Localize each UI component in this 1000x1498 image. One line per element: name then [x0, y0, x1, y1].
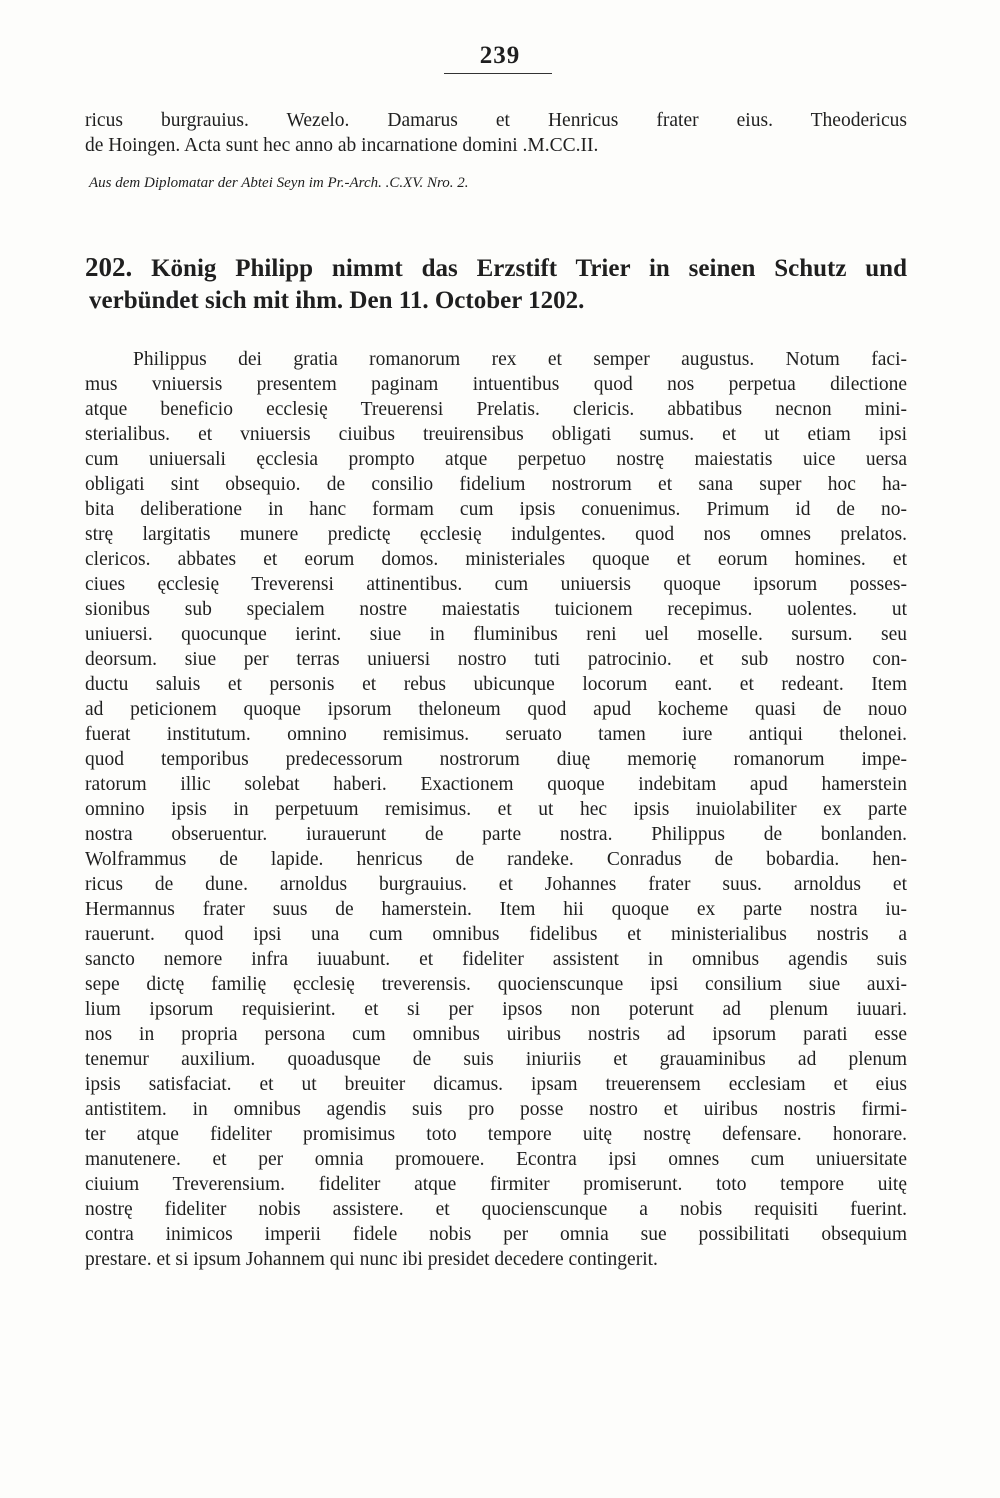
text-line: sionibus sub specialem nostre maiestatis tuicionem recepimus. uolentes. ut [85, 599, 907, 620]
heading-line: verbündet sich mit ihm. Den 11. October 1202. [89, 287, 585, 314]
text-line: atque beneficio ecclesię Treuerensi Prelatis. clericis. abbatibus necnon mini- [85, 399, 907, 420]
text-line: cum uniuersali ęcclesia prompto atque perpetuo nostrę maiestatis uice uersa [85, 449, 907, 470]
text-line: uniuersi. quocunque ierint. siue in fluminibus reni uel moselle. sursum. seu [85, 624, 907, 645]
text-line: ciuium Treverensium. fideliter atque firmiter promiserunt. toto tempore uitę [85, 1174, 907, 1195]
text-line: ricus de dune. arnoldus burgrauius. et Johannes frater suus. arnoldus et [85, 874, 907, 895]
text-line: ciues ęcclesię Treverensi attinentibus. cum uniuersis quoque ipsorum posses- [85, 574, 907, 595]
text-line: nostra obseruentur. iurauerunt de parte nostra. Philippus de bonlanden. [85, 824, 907, 845]
text-line: bita deliberatione in hanc formam cum ipsis conuenimus. Primum id de no- [85, 499, 907, 520]
text-line: obligati sint obsequio. de consilio fidelium nostrorum et sana super hoc ha- [85, 474, 907, 495]
text-line: contra inimicos imperii fidele nobis per omnia sue possibilitati obsequium [85, 1224, 907, 1245]
text-line: tenemur auxilium. quoadusque de suis iniuriis et grauaminibus ad plenum [85, 1049, 907, 1070]
heading-line [85, 250, 907, 284]
text-line: Hermannus frater suus de hamerstein. Item hii quoque ex parte nostra iu- [85, 899, 907, 920]
text-line: nos in propria persona cum omnibus uiribus nostris ad ipsorum parati esse [85, 1024, 907, 1045]
page-number-rule [444, 73, 552, 74]
text-line: de Hoingen. Acta sunt hec anno ab incarnatione domini .M.CC.II. [85, 135, 599, 156]
text-line: quod temporibus predecessorum nostrorum diuę memorię romanorum impe- [85, 749, 907, 770]
document-heading [85, 250, 907, 318]
text-line: rauerunt. quod ipsi una cum omnibus fidelibus et ministerialibus nostris a [85, 924, 907, 945]
charter-text [85, 347, 907, 1272]
text-line: sancto nemore infra iuuabunt. et fideliter assistent in omnibus agendis suis [85, 949, 907, 970]
text-line: sepe dictę familię ęcclesię treverensis. quocienscunque ipsi consilium siue auxi- [85, 974, 907, 995]
text-line: strę largitatis munere predictę ęcclesię indulgentes. quod nos omnes prelatos. [85, 524, 907, 545]
text-line: omnino ipsis in perpetuum remisimus. et ut hec ipsis inuiolabiliter ex parte [85, 799, 907, 820]
text-line: mus vniuersis presentem paginam intuentibus quod nos perpetua dilectione [85, 374, 907, 395]
heading-title: König Philipp nimmt das Erzstift Trier in seinen Schutz und [151, 255, 907, 282]
source-note-block [85, 172, 907, 194]
text-line: ad peticionem quoque ipsorum theloneum quod apud kocheme quasi de nouo [85, 699, 907, 720]
text-line: sterialibus. et vniuersis ciuibus treuirensibus obligati sumus. et ut etiam ipsi [85, 424, 907, 445]
text-line: ipsis satisfaciat. et ut breuiter dicamus. ipsam treuerensem ecclesiam et eius [85, 1074, 907, 1095]
text-line: clericos. abbates et eorum domos. ministeriales quoque et eorum homines. et [85, 549, 907, 570]
text-line: ter atque fideliter promisimus toto tempore uitę nostrę defensare. honorare. [85, 1124, 907, 1145]
text-line: ratorum illic solebat haberi. Exactionem quoque indebitam apud hamerstein [85, 774, 907, 795]
text-line: manutenere. et per omnia promouere. Econtra ipsi omnes cum uniuersitate [85, 1149, 907, 1170]
intro-paragraph [85, 108, 907, 158]
text-line: Philippus dei gratia romanorum rex et semper augustus. Notum faci- [133, 349, 907, 370]
text-line: prestare. et si ipsum Johannem qui nunc ibi presidet decedere contingerit. [85, 1249, 658, 1270]
text-line: fuerat institutum. omnino remisimus. seruato tamen iure antiqui thelonei. [85, 724, 907, 745]
text-line: deorsum. siue per terras uniuersi nostro tuti patrocinio. et sub nostro con- [85, 649, 907, 670]
text-line: ricus burgrauius. Wezelo. Damarus et Henricus frater eius. Theodericus [85, 110, 907, 131]
text-line: ductu saluis et personis et rebus ubicunque locorum eant. et redeant. Item [85, 674, 907, 695]
text-line: Wolframmus de lapide. henricus de randeke. Conradus de bobardia. hen- [85, 849, 907, 870]
source-note: Aus dem Diplomatar der Abtei Seyn im Pr.-Arch. .C.XV. Nro. 2. [89, 175, 469, 191]
text-line: lium ipsorum requisierint. et si per ipsos non poterunt ad plenum iuuari. [85, 999, 907, 1020]
text-line: nostrę fideliter nobis assistere. et quocienscunque a nobis requisiti fuerint. [85, 1199, 907, 1220]
page-number: 239 [479, 42, 521, 69]
text-line: antistitem. in omnibus agendis suis pro posse nostro et uiribus nostris firmi- [85, 1099, 907, 1120]
document-number: 202. [85, 252, 133, 282]
